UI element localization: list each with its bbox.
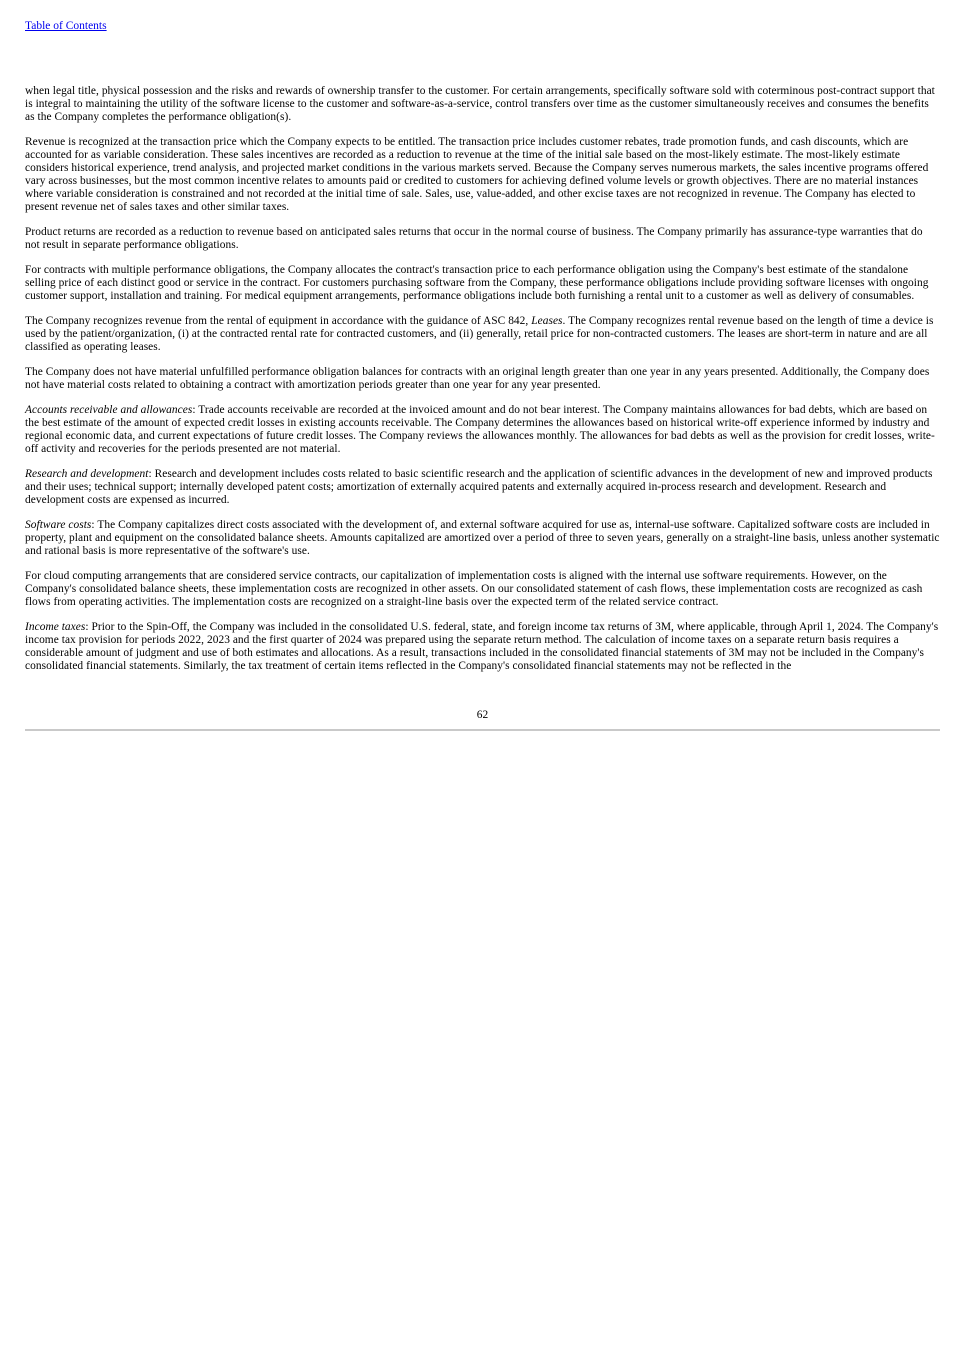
paragraph [25, 468, 940, 507]
paragraph-lead-italic: Accounts receivable and allowances [25, 404, 193, 416]
paragraph-text: : Prior to the Spin-Off, the Company was included in the consolidated U.S. federal, state, and foreign income tax returns of 3M, where applicable, through April 1, 2024. The Company's income tax provision for periods 2022, 2023 and the first quarter of 2024 was prepared using the separate return method. The calculation of income taxes on a separate return basis requires a considerable amount of judgment and use of both estimates and allocations. As a result, transactions included in the consolidated financial statements of 3M may not be included in the Company's consolidated financial statements. Similarly, the tax treatment of certain items reflected in the Company's consolidated financial statements may not be reflected in the [25, 621, 939, 672]
paragraph [25, 264, 940, 303]
table-of-contents-link[interactable]: Table of Contents [25, 20, 107, 32]
paragraph [25, 136, 940, 214]
paragraph-lead-italic: Leases [531, 315, 563, 327]
document-body [25, 85, 940, 673]
paragraph-text: The Company does not have material unfulfilled performance obligation balances for contracts with an original length greater than one year in any years presented. Additionally, the Company does not have material costs related to obtaining a contract with amortization periods greater than one year for any year presented. [25, 366, 930, 391]
paragraph [25, 519, 940, 558]
paragraph-text: For contracts with multiple performance obligations, the Company allocates the contract's transaction price to each performance obligation using the Company's best estimate of the standalone selling price of each distinct good or service in the contract. For customers purchasing software from the Company, these performance obligations include providing software licenses with ongoing customer support, installation and training. For medical equipment arrangements, performance obligations include both furnishing a rental unit to a customer as well as delivery of consumables. [25, 264, 929, 302]
footer-divider [25, 729, 940, 731]
paragraph-lead-italic: Software costs [25, 519, 92, 531]
paragraph [25, 404, 940, 456]
paragraph-text: The Company recognizes revenue from the rental of equipment in accordance with the guidance of ASC 842, [25, 315, 532, 327]
paragraph-text: Product returns are recorded as a reduction to revenue based on anticipated sales returns that occur in the normal course of business. The Company primarily has assurance-type warranties that do not result in separate performance obligations. [25, 226, 923, 251]
paragraph [25, 570, 940, 609]
paragraph-lead-italic: Income taxes [25, 621, 86, 633]
paragraph-text: For cloud computing arrangements that are considered service contracts, our capitalization of implementation costs is aligned with the internal use software requirements. However, on the Company's consolidated balance sheets, these implementation costs are recognized in other assets. On our consolidated statement of cash flows, these implementation costs are recognized as cash flows from operating activities. The implementation costs are recognized on a straight-line basis over the expected term of the related service contract. [25, 570, 923, 608]
paragraph-text: : Trade accounts receivable are recorded at the invoiced amount and do not bear interest. The Company maintains allowances for bad debts, which are based on the best estimate of the amount of expected credit losses in existing accounts receivable. The Company determines the allowances based on historical write-off experience informed by industry and regional economic data, and current expectations of future credit losses. The Company reviews the allowances monthly. The allowances for bad debts as well as the provision for credit losses, write-off activity and recoveries for the periods presented are not material. [25, 404, 935, 455]
paragraph-text: . The Company recognizes rental revenue based on the length of time a device is used by the patient/organization, (i) at the contracted rental rate for contracted customers, and (ii) generally, retail price for non-contracted customers. The leases are short-term in nature and are all classified as operating leases. [25, 315, 934, 353]
paragraph [25, 366, 940, 392]
paragraph-text: : Research and development includes costs related to basic scientific research and the application of scientific advances in the development of new and improved products and their uses; technical support; internally developed patent costs; amortization of externally acquired patents and externally acquired in-process research and development. Research and development costs are expensed as incurred. [25, 468, 933, 506]
page-number: 62 [476, 709, 489, 721]
paragraph-text: Revenue is recognized at the transaction price which the Company expects to be entitled. The transaction price includes customer rebates, trade promotion funds, and cash discounts, which are accounted for as variable consideration. These sales incentives are recorded as a reduction to revenue at the time of the initial sale based on the most-likely estimate. The most-likely estimate considers historical experience, trend analysis, and projected market conditions in the various markets served. Because the Company serves numerous markets, the sales incentive programs offered vary across businesses, but the most common incentive relates to amounts paid or credited to customers for achieving defined volume levels or growth objectives. There are no material instances where variable consideration is constrained and not recorded at the initial time of sale. Sales, use, value-added, and other excise taxes are not recognized in revenue. The Company has elected to present revenue net of sales taxes and other similar taxes. [25, 136, 929, 213]
paragraph [25, 621, 940, 673]
paragraph-text: when legal title, physical possession and the risks and rewards of ownership transfer to the customer. For certain arrangements, specifically software sold with coterminous post-contract support that is integral to maintaining the utility of the software license to the customer and software-as-a-service, control transfers over time as the customer simultaneously receives and consumes the benefits as the Company completes the performance obligation(s). [25, 85, 935, 123]
paragraph-lead-italic: Research and development [25, 468, 149, 480]
paragraph [25, 315, 940, 354]
paragraph [25, 226, 940, 252]
paragraph-text: : The Company capitalizes direct costs associated with the development of, and external software acquired for use as, internal-use software. Capitalized software costs are included in property, plant and equipment on the consolidated balance sheets. Amounts capitalized are amortized over a period of three to seven years, generally on a straight-line basis, unless another systematic and rational basis is more representative of the software's use. [25, 519, 940, 557]
paragraph [25, 85, 940, 124]
